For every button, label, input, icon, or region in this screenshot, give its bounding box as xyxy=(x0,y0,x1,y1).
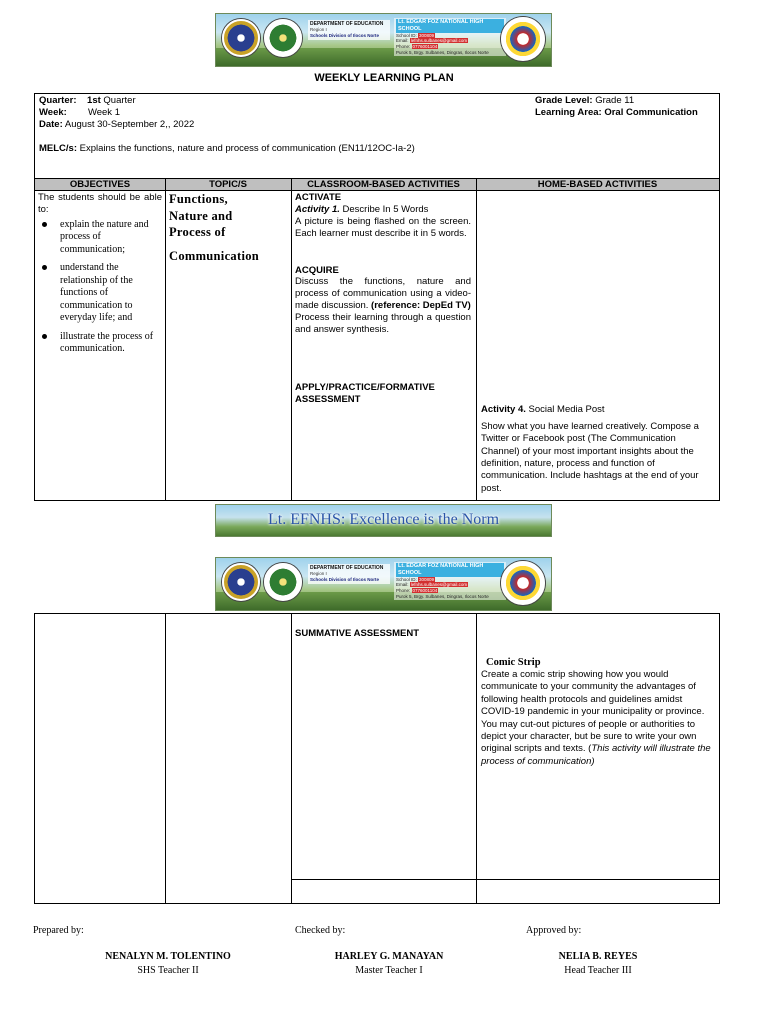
column-divider xyxy=(476,179,477,500)
apply-title xyxy=(295,382,471,406)
acquire-text xyxy=(295,276,471,312)
objective-item: illustrate the process of communication. xyxy=(38,331,162,356)
comic-strip-text xyxy=(481,669,717,768)
topic-cell xyxy=(169,191,289,264)
quarter-label: Quarter: xyxy=(39,95,77,106)
deped-logo-icon xyxy=(501,17,545,61)
school-email: lefnhs.sulbanes@gmail.com xyxy=(410,582,468,588)
quarter-value-bold: 1st xyxy=(87,95,101,106)
learning-area: Learning Area: Oral Communication xyxy=(535,107,698,118)
comic-strip-title: Comic Strip xyxy=(486,657,541,668)
school-address: Purok 5, Brgy. Sulbanes, Dingras, Ilocos Norte xyxy=(396,593,489,599)
school-header-banner xyxy=(215,13,552,67)
email-label: Email: xyxy=(396,582,409,588)
column-divider xyxy=(476,614,477,903)
motto-banner xyxy=(215,504,552,537)
approved-by-name: NELIA B. REYES xyxy=(558,951,638,962)
quarter-row xyxy=(39,95,136,107)
week-row xyxy=(39,107,120,119)
checked-by-label: Checked by: xyxy=(295,925,346,936)
week-label: Week: xyxy=(39,107,67,118)
prepared-by-label: Prepared by: xyxy=(33,925,84,936)
acquire-text-2: Process their learning through a question and answer synthesis. xyxy=(295,312,471,335)
acquire-title: ACQUIRE xyxy=(295,264,339,276)
school-header-banner xyxy=(215,557,552,611)
learning-plan-table xyxy=(34,93,720,501)
activity-4-title: Social Media Post xyxy=(525,404,605,415)
school-name: Lt. EDGAR FOZ NATIONAL HIGH SCHOOL xyxy=(396,19,504,33)
home-activities-cell xyxy=(481,404,717,495)
week-value: Week 1 xyxy=(87,107,120,118)
activity-4-label: Activity 4. xyxy=(481,404,526,415)
school-id: 300809 xyxy=(419,576,435,582)
grade-label: Grade Level: xyxy=(535,95,593,106)
comic-strip-description: Create a comic strip showing how you would communicate to your community the advantages of following health protocols and guidelines amidst COVID-19 pandemic in your municipality or province. You may cut-out pictures of people or authorities to depict your character, but be sure to write your own original scripts and texts. ( xyxy=(481,669,705,755)
classroom-activities-cell xyxy=(295,192,471,406)
objective-item: understand the relationship of the functions of communication to everyday life; and xyxy=(38,262,162,325)
comic-strip-cell xyxy=(481,656,717,768)
row-divider xyxy=(291,879,719,880)
phone-label: Phone: xyxy=(396,44,411,49)
date-value: August 30-September 2,, 2022 xyxy=(62,119,195,130)
activate-title: ACTIVATE xyxy=(295,192,342,203)
quarter-value: Quarter xyxy=(100,95,136,106)
header-classroom-activities: CLASSROOM-BASED ACTIVITIES xyxy=(291,179,476,191)
topic-line: Functions, xyxy=(169,192,228,206)
learning-plan-table-continued xyxy=(34,613,720,904)
approved-by-label: Approved by: xyxy=(526,925,582,936)
objective-item: explain the nature and process of communication; xyxy=(38,219,162,257)
school-info-block xyxy=(394,18,506,56)
comic-strip-note: This activity will illustrate the process of communication) xyxy=(481,743,711,767)
school-phone: 0776001104 xyxy=(412,588,438,593)
region-name: Region I xyxy=(310,571,327,577)
department-name: DEPARTMENT OF EDUCATION xyxy=(310,21,384,27)
school-info-block xyxy=(394,562,506,600)
objectives-intro: The students should be able to: xyxy=(38,192,162,215)
deped-seal-icon xyxy=(222,563,260,601)
apply-title-line: ASSESSMENT xyxy=(295,393,361,405)
column-divider xyxy=(165,614,166,903)
grade-row xyxy=(535,95,634,107)
acquire-reference: (reference: DepEd TV) xyxy=(371,300,471,312)
melc-label: MELC/s: xyxy=(39,143,77,154)
approved-by-title: Head Teacher III xyxy=(564,965,632,976)
division-name: Schools Division of Ilocos Norte xyxy=(310,32,380,38)
activity-1-text: A picture is being flashed on the screen. Each learner must describe it in 5 words. xyxy=(295,215,471,239)
activity-1-label: Activity 1. xyxy=(295,203,340,215)
department-block xyxy=(308,564,390,584)
division-seal-icon xyxy=(264,563,302,601)
header-topics: TOPIC/S xyxy=(165,179,291,191)
header-home-activities: HOME-BASED ACTIVITIES xyxy=(476,179,719,191)
plan-info xyxy=(35,94,719,179)
phone-label: Phone: xyxy=(396,588,411,593)
document-title: WEEKLY LEARNING PLAN xyxy=(314,72,454,84)
grade-value: Grade 11 xyxy=(592,95,635,106)
topic-line: Process of xyxy=(169,225,226,239)
topic-line: Communication xyxy=(169,248,260,263)
department-name: DEPARTMENT OF EDUCATION xyxy=(310,565,384,571)
checked-by-name: HARLEY G. MANAYAN xyxy=(334,951,444,962)
school-address: Purok 5, Brgy. Sulbanes, Dingras, Ilocos Norte xyxy=(396,49,489,55)
school-id: 300809 xyxy=(419,32,435,38)
school-id-label: School ID: xyxy=(396,32,417,38)
school-id-label: School ID: xyxy=(396,576,417,582)
region-name: Region I xyxy=(310,27,327,33)
melc-row xyxy=(39,143,415,155)
division-name: Schools Division of Ilocos Norte xyxy=(310,576,380,582)
deped-logo-icon xyxy=(501,561,545,605)
division-seal-icon xyxy=(264,19,302,57)
checked-by-title: Master Teacher I xyxy=(355,965,423,976)
email-label: Email: xyxy=(396,38,409,44)
department-block xyxy=(308,20,390,40)
column-divider xyxy=(165,179,166,500)
header-objectives: OBJECTIVES xyxy=(35,179,165,191)
activity-1-title: Describe In 5 Words xyxy=(339,203,429,215)
date-row xyxy=(39,119,194,131)
activity-4-text: Show what you have learned creatively. Compose a Twitter or Facebook post (The Communication Channel) of your most important insights about the definition, nature, process and function of communication. Include hashtags at the end of your post. xyxy=(481,420,699,494)
column-divider xyxy=(291,614,292,903)
activity-1-heading xyxy=(295,204,471,216)
school-email: lefnhs.sulbanes@gmail.com xyxy=(410,38,468,44)
objectives-cell xyxy=(38,192,162,362)
school-motto: Lt. EFNHS: Excellence is the Norm xyxy=(267,511,500,528)
melc-value: Explains the functions, nature and process of communication (EN11/12OC-Ia-2) xyxy=(77,143,415,154)
school-phone: 0776001104 xyxy=(412,44,438,49)
activity-4-heading xyxy=(481,404,717,416)
objectives-list xyxy=(38,219,162,356)
acquire-description: Discuss the functions, nature and process of communication using a video-made discussion. xyxy=(295,276,471,312)
school-name: Lt. EDGAR FOZ NATIONAL HIGH SCHOOL xyxy=(396,563,504,577)
column-divider xyxy=(291,179,292,500)
apply-title-line: APPLY/PRACTICE/FORMATIVE xyxy=(295,381,435,393)
topic-line: Nature and xyxy=(169,208,233,223)
summative-assessment-title: SUMMATIVE ASSESSMENT xyxy=(295,628,420,639)
prepared-by-title: SHS Teacher II xyxy=(137,965,199,976)
prepared-by-name: NENALYN M. TOLENTINO xyxy=(105,951,231,962)
deped-seal-icon xyxy=(222,19,260,57)
date-label: Date: xyxy=(39,119,63,130)
